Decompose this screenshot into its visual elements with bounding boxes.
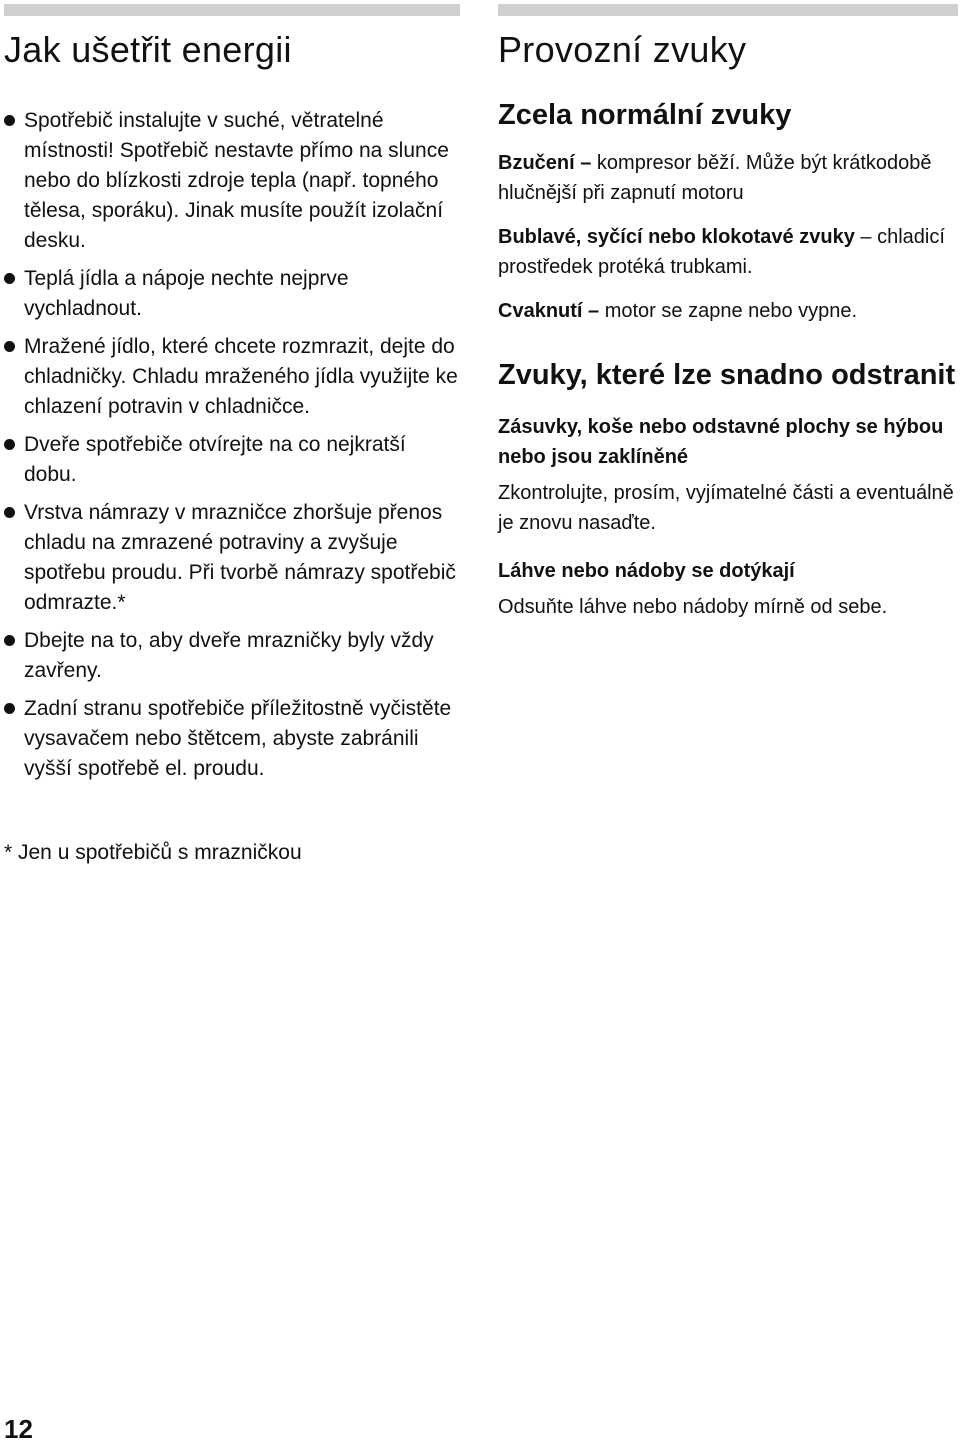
bullet-icon xyxy=(4,341,15,352)
energy-tip xyxy=(4,430,460,490)
energy-tip xyxy=(4,498,460,618)
energy-tip xyxy=(4,626,460,686)
energy-tip-text: Zadní stranu spotřebiče příležitostně vyčistěte vysavačem nebo štětcem, abyste zabránili vyšší spotřebě el. proudu. xyxy=(24,697,452,780)
fixable-sound-term: Láhve nebo nádoby se dotýkají xyxy=(498,560,795,582)
energy-tip xyxy=(4,264,460,324)
normal-sound-item xyxy=(498,296,958,326)
sound-term: Cvaknutí – xyxy=(498,300,600,322)
fixable-sounds-heading: Zvuky, které lze snadno odstranit xyxy=(498,359,956,391)
sound-description: motor se zapne nebo vypne. xyxy=(599,300,858,322)
page-number: 12 xyxy=(4,1414,33,1444)
sound-description: kompresor běží. Může být krátkodobě hlučnější při zapnutí motoru xyxy=(498,152,932,204)
fixable-sound-remedy: Zkontrolujte, prosím, vyjímatelné části a eventuálně je znovu nasaďte. xyxy=(498,482,954,534)
bullet-icon xyxy=(4,703,15,714)
footnote: * Jen u spotřebičů s mrazničkou xyxy=(4,841,302,864)
fixable-sound-remedy: Odsuňte láhve nebo nádoby mírně od sebe. xyxy=(498,596,888,618)
normal-sound-item xyxy=(498,222,958,282)
normal-sound-item xyxy=(498,148,958,208)
section-rule-right xyxy=(498,4,958,16)
bullet-icon xyxy=(4,115,15,126)
energy-tip-text: Dveře spotřebiče otvírejte na co nejkratší dobu. xyxy=(24,433,406,486)
energy-tip-text: Mražené jídlo, které chcete rozmrazit, dejte do chladničky. Chladu mraženého jídla využijte ke chlazení potravin v chladničce. xyxy=(24,335,458,418)
energy-tips-list xyxy=(4,106,460,784)
bullet-icon xyxy=(4,273,15,284)
bullet-icon xyxy=(4,507,15,518)
sound-term: Bzučení – xyxy=(498,152,592,174)
operating-sounds-heading: Provozní zvuky xyxy=(498,29,747,70)
energy-tip-text: Spotřebič instalujte v suché, větratelné místnosti! Spotřebič nestavte přímo na slunce nebo do blízkosti zdroje tepla (např. topného tělesa, sporáku). Jinak musíte použít izolační desku. xyxy=(24,109,449,252)
energy-tip-text: Dbejte na to, aby dveře mrazničky byly vždy zavřeny. xyxy=(24,629,434,682)
section-rule-left xyxy=(4,4,460,16)
energy-tip xyxy=(4,332,460,422)
energy-tip-text: Teplá jídla a nápoje nechte nejprve vychladnout. xyxy=(24,267,349,320)
sound-term: Bublavé, syčící nebo klokotavé zvuky xyxy=(498,226,855,248)
operating-sounds-column xyxy=(498,0,958,622)
energy-tip xyxy=(4,106,460,256)
energy-tip xyxy=(4,694,460,784)
energy-saving-column xyxy=(4,0,460,792)
normal-sounds-heading: Zcela normální zvuky xyxy=(498,99,792,131)
bullet-icon xyxy=(4,439,15,450)
fixable-sound-term: Zásuvky, koše nebo odstavné plochy se hýbou nebo jsou zaklíněné xyxy=(498,416,944,468)
bullet-icon xyxy=(4,635,15,646)
sound-description: – chladicí prostředek protéká trubkami. xyxy=(498,226,945,278)
energy-tip-text: Vrstva námrazy v mrazničce zhoršuje přenos chladu na zmrazené potraviny a zvyšuje spotřebu proudu. Při tvorbě námrazy spotřebič odmrazte.* xyxy=(24,501,456,614)
energy-saving-heading: Jak ušetřit energii xyxy=(4,29,292,70)
